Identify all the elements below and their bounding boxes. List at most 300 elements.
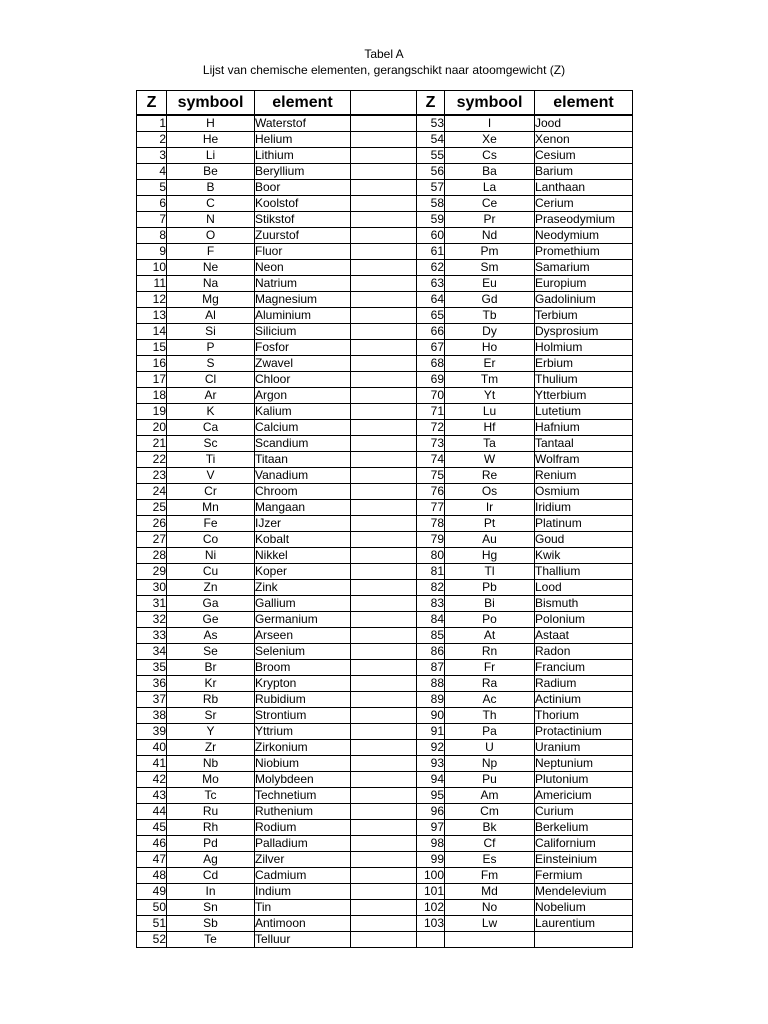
element-name-right: Renium — [535, 468, 633, 484]
element-name-right: Goud — [535, 532, 633, 548]
element-name-left: Silicium — [255, 324, 351, 340]
element-name-right: Fermium — [535, 868, 633, 884]
symbol-right: Rn — [445, 644, 535, 660]
atomic-number-left: 22 — [137, 452, 167, 468]
element-name-right: Thulium — [535, 372, 633, 388]
element-name-left: Palladium — [255, 836, 351, 852]
element-name-left: Koper — [255, 564, 351, 580]
element-name-left: Neon — [255, 260, 351, 276]
spacer-cell — [351, 788, 417, 804]
symbol-left: Al — [167, 308, 255, 324]
atomic-number-right: 100 — [417, 868, 445, 884]
atomic-number-left: 49 — [137, 884, 167, 900]
spacer-cell — [351, 484, 417, 500]
element-name-right: Neptunium — [535, 756, 633, 772]
table-row — [137, 772, 633, 788]
symbol-left: Cu — [167, 564, 255, 580]
element-name-left: Beryllium — [255, 164, 351, 180]
table-row — [137, 468, 633, 484]
header-symbol-left: symbool — [167, 91, 255, 116]
spacer-cell — [351, 676, 417, 692]
atomic-number-left: 43 — [137, 788, 167, 804]
atomic-number-right: 63 — [417, 276, 445, 292]
element-name-right: Gadolinium — [535, 292, 633, 308]
element-name-right: Lood — [535, 580, 633, 596]
symbol-right: Ho — [445, 340, 535, 356]
symbol-left: Cr — [167, 484, 255, 500]
atomic-number-right: 76 — [417, 484, 445, 500]
symbol-right: Re — [445, 468, 535, 484]
element-name-left: Fosfor — [255, 340, 351, 356]
symbol-left: Sn — [167, 900, 255, 916]
atomic-number-right: 85 — [417, 628, 445, 644]
table-row — [137, 852, 633, 868]
symbol-left: Y — [167, 724, 255, 740]
symbol-left: Fe — [167, 516, 255, 532]
atomic-number-right: 82 — [417, 580, 445, 596]
element-name-right: Thorium — [535, 708, 633, 724]
atomic-number-left: 38 — [137, 708, 167, 724]
element-name-right: Terbium — [535, 308, 633, 324]
table-row — [137, 484, 633, 500]
atomic-number-left: 12 — [137, 292, 167, 308]
spacer-cell — [351, 340, 417, 356]
spacer-cell — [351, 932, 417, 948]
atomic-number-left: 28 — [137, 548, 167, 564]
symbol-left: As — [167, 628, 255, 644]
element-name-right: Erbium — [535, 356, 633, 372]
element-name-left: Koolstof — [255, 196, 351, 212]
symbol-right: Ce — [445, 196, 535, 212]
spacer-cell — [351, 228, 417, 244]
spacer-cell — [351, 260, 417, 276]
symbol-right: Bk — [445, 820, 535, 836]
spacer-cell — [351, 692, 417, 708]
spacer-cell — [351, 212, 417, 228]
element-name-right: Osmium — [535, 484, 633, 500]
spacer-cell — [351, 500, 417, 516]
element-name-left: Boor — [255, 180, 351, 196]
atomic-number-left: 24 — [137, 484, 167, 500]
spacer-cell — [351, 468, 417, 484]
symbol-left: P — [167, 340, 255, 356]
spacer-cell — [351, 804, 417, 820]
symbol-right: Lu — [445, 404, 535, 420]
symbol-right: Cf — [445, 836, 535, 852]
element-name-right: Californium — [535, 836, 633, 852]
table-row — [137, 724, 633, 740]
atomic-number-right: 68 — [417, 356, 445, 372]
table-body — [137, 115, 633, 948]
symbol-left: Ca — [167, 420, 255, 436]
symbol-right: Ba — [445, 164, 535, 180]
table-row — [137, 436, 633, 452]
atomic-number-right: 79 — [417, 532, 445, 548]
table-row — [137, 820, 633, 836]
symbol-left: Ni — [167, 548, 255, 564]
element-name-left: Zuurstof — [255, 228, 351, 244]
atomic-number-left: 14 — [137, 324, 167, 340]
element-name-right: Jood — [535, 115, 633, 132]
symbol-left: K — [167, 404, 255, 420]
symbol-left: V — [167, 468, 255, 484]
symbol-right: Fm — [445, 868, 535, 884]
symbol-left: Mo — [167, 772, 255, 788]
table-row — [137, 324, 633, 340]
atomic-number-right: 73 — [417, 436, 445, 452]
symbol-left: Tc — [167, 788, 255, 804]
element-name-left: Scandium — [255, 436, 351, 452]
spacer-cell — [351, 324, 417, 340]
atomic-number-left: 46 — [137, 836, 167, 852]
atomic-number-left: 33 — [137, 628, 167, 644]
symbol-right: Os — [445, 484, 535, 500]
element-name-right: Radon — [535, 644, 633, 660]
table-row — [137, 115, 633, 132]
spacer-cell — [351, 596, 417, 612]
symbol-left: H — [167, 115, 255, 132]
symbol-right: Gd — [445, 292, 535, 308]
table-row — [137, 804, 633, 820]
atomic-number-right: 87 — [417, 660, 445, 676]
symbol-left: Ar — [167, 388, 255, 404]
symbol-right: Hf — [445, 420, 535, 436]
symbol-left: He — [167, 132, 255, 148]
element-name-left: Vanadium — [255, 468, 351, 484]
element-name-left: Nikkel — [255, 548, 351, 564]
table-row — [137, 548, 633, 564]
atomic-number-left: 3 — [137, 148, 167, 164]
symbol-left: S — [167, 356, 255, 372]
element-name-right: Francium — [535, 660, 633, 676]
element-name-left: Chroom — [255, 484, 351, 500]
atomic-number-right: 72 — [417, 420, 445, 436]
spacer-cell — [351, 580, 417, 596]
element-name-right: Lutetium — [535, 404, 633, 420]
atomic-number-left: 5 — [137, 180, 167, 196]
spacer-cell — [351, 356, 417, 372]
element-name-right: Astaat — [535, 628, 633, 644]
table-row — [137, 516, 633, 532]
element-name-left: Strontium — [255, 708, 351, 724]
spacer-cell — [351, 196, 417, 212]
atomic-number-right: 54 — [417, 132, 445, 148]
element-name-right: Plutonium — [535, 772, 633, 788]
element-name-left: Ruthenium — [255, 804, 351, 820]
atomic-number-left: 16 — [137, 356, 167, 372]
element-name-left: Telluur — [255, 932, 351, 948]
element-name-right: Tantaal — [535, 436, 633, 452]
atomic-number-right: 86 — [417, 644, 445, 660]
element-name-right: Actinium — [535, 692, 633, 708]
table-row — [137, 788, 633, 804]
element-name-right: Ytterbium — [535, 388, 633, 404]
element-name-left: Calcium — [255, 420, 351, 436]
atomic-number-left: 34 — [137, 644, 167, 660]
table-subtitle: Lijst van chemische elementen, gerangschikt naar atoomgewicht (Z) — [202, 63, 566, 77]
element-name-right: Iridium — [535, 500, 633, 516]
table-row — [137, 228, 633, 244]
table-row — [137, 532, 633, 548]
atomic-number-left: 10 — [137, 260, 167, 276]
symbol-right: Bi — [445, 596, 535, 612]
table-row — [137, 372, 633, 388]
spacer-cell — [351, 900, 417, 916]
atomic-number-left: 51 — [137, 916, 167, 932]
spacer-cell — [351, 420, 417, 436]
atomic-number-left: 27 — [137, 532, 167, 548]
atomic-number-left: 18 — [137, 388, 167, 404]
symbol-right: La — [445, 180, 535, 196]
symbol-left: Rh — [167, 820, 255, 836]
spacer-cell — [351, 164, 417, 180]
atomic-number-right: 96 — [417, 804, 445, 820]
element-name-right: Neodymium — [535, 228, 633, 244]
symbol-right: Pr — [445, 212, 535, 228]
elements-table — [136, 90, 633, 948]
table-row — [137, 580, 633, 596]
symbol-left: Mg — [167, 292, 255, 308]
symbol-right: Es — [445, 852, 535, 868]
spacer-cell — [351, 532, 417, 548]
symbol-right: Pm — [445, 244, 535, 260]
atomic-number-right: 101 — [417, 884, 445, 900]
element-name-right: Platinum — [535, 516, 633, 532]
table-row — [137, 212, 633, 228]
atomic-number-right: 67 — [417, 340, 445, 356]
atomic-number-right: 69 — [417, 372, 445, 388]
symbol-right — [445, 932, 535, 948]
symbol-left: Pd — [167, 836, 255, 852]
atomic-number-left: 36 — [137, 676, 167, 692]
table-row — [137, 884, 633, 900]
symbol-left: C — [167, 196, 255, 212]
symbol-right: Xe — [445, 132, 535, 148]
symbol-left: In — [167, 884, 255, 900]
symbol-left: O — [167, 228, 255, 244]
atomic-number-right: 57 — [417, 180, 445, 196]
element-name-left: Yttrium — [255, 724, 351, 740]
atomic-number-left: 15 — [137, 340, 167, 356]
symbol-right: Tm — [445, 372, 535, 388]
atomic-number-right: 103 — [417, 916, 445, 932]
header-spacer — [351, 91, 417, 116]
atomic-number-left: 50 — [137, 900, 167, 916]
atomic-number-left: 20 — [137, 420, 167, 436]
element-name-left: Lithium — [255, 148, 351, 164]
table-row — [137, 628, 633, 644]
atomic-number-left: 45 — [137, 820, 167, 836]
header-symbol-right: symbool — [445, 91, 535, 116]
table-row — [137, 292, 633, 308]
symbol-left: Nb — [167, 756, 255, 772]
table-row — [137, 180, 633, 196]
element-name-right: Promethium — [535, 244, 633, 260]
atomic-number-left: 2 — [137, 132, 167, 148]
atomic-number-left: 32 — [137, 612, 167, 628]
spacer-cell — [351, 388, 417, 404]
spacer-cell — [351, 564, 417, 580]
symbol-left: Ru — [167, 804, 255, 820]
spacer-cell — [351, 724, 417, 740]
atomic-number-right: 102 — [417, 900, 445, 916]
symbol-right: No — [445, 900, 535, 916]
symbol-left: F — [167, 244, 255, 260]
symbol-left: B — [167, 180, 255, 196]
symbol-right: Tl — [445, 564, 535, 580]
atomic-number-right — [417, 932, 445, 948]
atomic-number-left: 39 — [137, 724, 167, 740]
atomic-number-left: 44 — [137, 804, 167, 820]
element-name-right — [535, 932, 633, 948]
element-name-left: Rubidium — [255, 692, 351, 708]
element-name-right: Praseodymium — [535, 212, 633, 228]
symbol-left: Ti — [167, 452, 255, 468]
spacer-cell — [351, 740, 417, 756]
atomic-number-left: 17 — [137, 372, 167, 388]
element-name-right: Holmium — [535, 340, 633, 356]
atomic-number-right: 56 — [417, 164, 445, 180]
spacer-cell — [351, 868, 417, 884]
spacer-cell — [351, 308, 417, 324]
table-row — [137, 740, 633, 756]
symbol-right: Fr — [445, 660, 535, 676]
element-name-right: Xenon — [535, 132, 633, 148]
symbol-left: Ne — [167, 260, 255, 276]
element-name-left: Cadmium — [255, 868, 351, 884]
table-row — [137, 596, 633, 612]
element-name-right: Samarium — [535, 260, 633, 276]
symbol-right: Pa — [445, 724, 535, 740]
element-name-left: Zilver — [255, 852, 351, 868]
symbol-right: Md — [445, 884, 535, 900]
atomic-number-right: 60 — [417, 228, 445, 244]
element-name-right: Americium — [535, 788, 633, 804]
element-name-left: Antimoon — [255, 916, 351, 932]
table-row — [137, 404, 633, 420]
symbol-right: Er — [445, 356, 535, 372]
atomic-number-right: 83 — [417, 596, 445, 612]
atomic-number-right: 65 — [417, 308, 445, 324]
element-name-left: Molybdeen — [255, 772, 351, 788]
atomic-number-right: 78 — [417, 516, 445, 532]
table-title: Tabel A — [364, 47, 404, 61]
symbol-right: Pt — [445, 516, 535, 532]
element-name-right: Bismuth — [535, 596, 633, 612]
spacer-cell — [351, 372, 417, 388]
symbol-right: Np — [445, 756, 535, 772]
element-name-left: IJzer — [255, 516, 351, 532]
spacer-cell — [351, 836, 417, 852]
spacer-cell — [351, 180, 417, 196]
atomic-number-right: 64 — [417, 292, 445, 308]
symbol-left: N — [167, 212, 255, 228]
symbol-right: Ir — [445, 500, 535, 516]
atomic-number-left: 29 — [137, 564, 167, 580]
element-name-right: Europium — [535, 276, 633, 292]
element-name-left: Magnesium — [255, 292, 351, 308]
atomic-number-left: 23 — [137, 468, 167, 484]
spacer-cell — [351, 548, 417, 564]
atomic-number-right: 91 — [417, 724, 445, 740]
table-row — [137, 900, 633, 916]
table-row — [137, 916, 633, 932]
symbol-left: Si — [167, 324, 255, 340]
table-row — [137, 644, 633, 660]
spacer-cell — [351, 820, 417, 836]
spacer-cell — [351, 276, 417, 292]
element-name-left: Mangaan — [255, 500, 351, 516]
atomic-number-left: 30 — [137, 580, 167, 596]
atomic-number-left: 35 — [137, 660, 167, 676]
symbol-left: Te — [167, 932, 255, 948]
atomic-number-left: 42 — [137, 772, 167, 788]
element-name-left: Kobalt — [255, 532, 351, 548]
element-name-left: Tin — [255, 900, 351, 916]
spacer-cell — [351, 436, 417, 452]
table-row — [137, 356, 633, 372]
symbol-left: Mn — [167, 500, 255, 516]
symbol-right: I — [445, 115, 535, 132]
symbol-right: Hg — [445, 548, 535, 564]
spacer-cell — [351, 404, 417, 420]
symbol-left: Ag — [167, 852, 255, 868]
element-name-left: Stikstof — [255, 212, 351, 228]
table-row — [137, 148, 633, 164]
spacer-cell — [351, 644, 417, 660]
table-row — [137, 676, 633, 692]
symbol-right: Cm — [445, 804, 535, 820]
element-name-left: Chloor — [255, 372, 351, 388]
atomic-number-left: 4 — [137, 164, 167, 180]
spacer-cell — [351, 452, 417, 468]
atomic-number-right: 71 — [417, 404, 445, 420]
symbol-left: Rb — [167, 692, 255, 708]
atomic-number-left: 37 — [137, 692, 167, 708]
atomic-number-left: 21 — [137, 436, 167, 452]
table-row — [137, 132, 633, 148]
element-name-left: Germanium — [255, 612, 351, 628]
symbol-right: Po — [445, 612, 535, 628]
table-row — [137, 708, 633, 724]
symbol-right: Dy — [445, 324, 535, 340]
element-name-left: Zwavel — [255, 356, 351, 372]
symbol-right: Ac — [445, 692, 535, 708]
symbol-left: Sb — [167, 916, 255, 932]
element-name-left: Argon — [255, 388, 351, 404]
element-name-right: Hafnium — [535, 420, 633, 436]
element-name-right: Dysprosium — [535, 324, 633, 340]
element-name-right: Mendelevium — [535, 884, 633, 900]
symbol-right: Yt — [445, 388, 535, 404]
atomic-number-left: 47 — [137, 852, 167, 868]
atomic-number-right: 93 — [417, 756, 445, 772]
atomic-number-right: 66 — [417, 324, 445, 340]
element-name-right: Radium — [535, 676, 633, 692]
symbol-left: Ga — [167, 596, 255, 612]
atomic-number-left: 41 — [137, 756, 167, 772]
header-z-left: Z — [137, 91, 167, 116]
table-row — [137, 836, 633, 852]
element-name-left: Zink — [255, 580, 351, 596]
symbol-right: Ra — [445, 676, 535, 692]
symbol-right: Nd — [445, 228, 535, 244]
element-name-right: Polonium — [535, 612, 633, 628]
element-name-left: Zirkonium — [255, 740, 351, 756]
atomic-number-left: 40 — [137, 740, 167, 756]
symbol-right: Pu — [445, 772, 535, 788]
symbol-right: Pb — [445, 580, 535, 596]
